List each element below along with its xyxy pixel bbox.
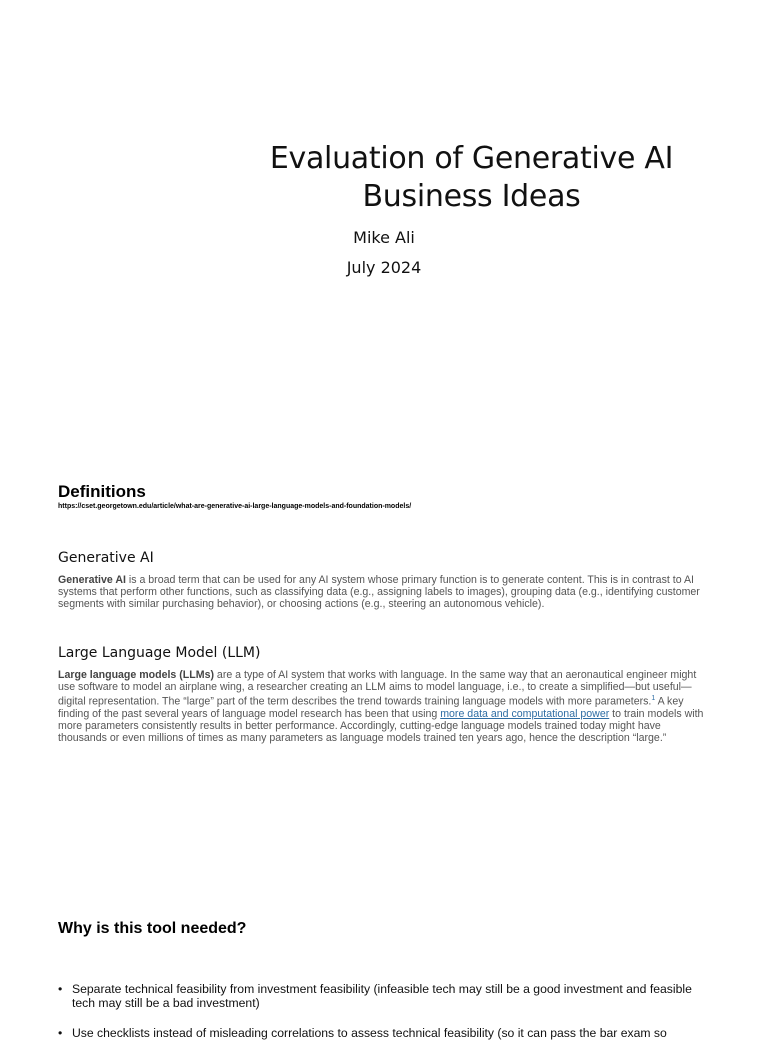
llm-text-part1: are a type of AI system that works with language. In the same way that an aeronautical engineer might use software to model an airplane wing, a researcher creating an LLM aims to model language, i.e., to create a simplified—but useful—digital representation. The “large” part of the term describes the trend towards training language models with more parameters. — [58, 669, 697, 708]
why-slide — [0, 900, 768, 1040]
bullet-marker: • — [58, 1026, 63, 1040]
presentation-title — [257, 140, 687, 216]
generative-ai-term: Generative AI — [58, 574, 126, 586]
footnote-ref[interactable]: 1 — [651, 695, 656, 703]
author-name: Mike Ali — [353, 228, 415, 247]
llm-title: Large Language Model (LLM) — [58, 645, 261, 661]
list-item — [58, 1026, 698, 1040]
why-heading: Why is this tool needed? — [58, 920, 247, 937]
title-line-1: Evaluation of Generative AI — [269, 141, 674, 176]
title-line-2: Business Ideas — [362, 179, 581, 214]
reasons-list — [58, 982, 698, 1056]
data-compute-link[interactable]: more data and computational power — [440, 707, 610, 720]
generative-ai-definition — [58, 574, 710, 610]
generative-ai-title: Generative AI — [58, 550, 154, 566]
list-item — [58, 982, 698, 1010]
presentation-date: July 2024 — [346, 258, 422, 277]
llm-definition — [58, 669, 710, 744]
bullet-marker: • — [58, 982, 63, 996]
definitions-slide — [0, 470, 768, 790]
llm-term: Large language models (LLMs) — [58, 669, 214, 681]
bullet-text: Separate technical feasibility from investment feasibility (infeasible tech may still be a good investment and feasible tech may still be a bad investment) — [72, 982, 692, 1010]
source-url: https://cset.georgetown.edu/article/what-are-generative-ai-large-language-models-and-foundation-models/ — [58, 503, 412, 510]
generative-ai-text: is a broad term that can be used for any AI system whose primary function is to generate content. This is in contrast to AI systems that perform other functions, such as classifying data (e.g., assigning labels to images), grouping data (e.g., identifying customer segments with similar purchasing behavior), or choosing actions (e.g., steering an autonomous vehicle). — [58, 574, 700, 611]
title-slide — [0, 0, 768, 440]
llm-text-part2: A key finding of the past several years of language model research has been that using — [58, 695, 684, 720]
definitions-heading: Definitions — [58, 482, 146, 501]
bullet-text: Use checklists instead of misleading correlations to assess technical feasibility (so it can pass the bar exam so — [72, 1026, 667, 1040]
llm-text-part3: to train models with more parameters consistently results in better performance. Accordingly, cutting-edge language models trained today might have thousands or even millions of times as many parameters as language models trained ten years ago, hence the description “large.” — [58, 707, 704, 744]
